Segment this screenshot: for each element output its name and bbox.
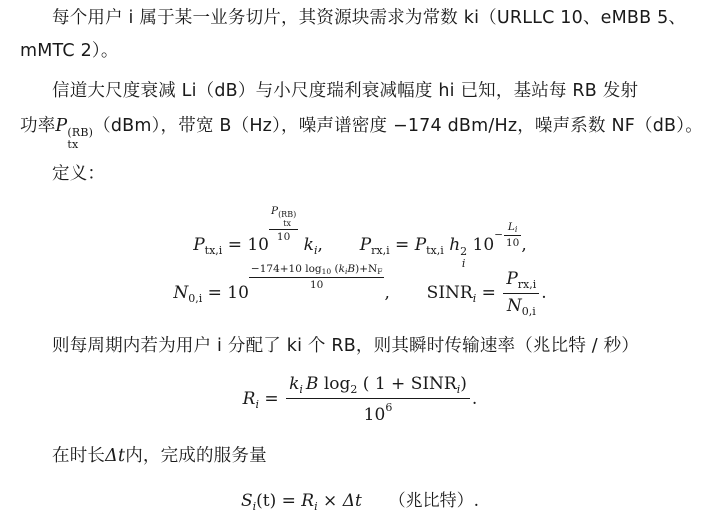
exponent-fraction: − $\frac{Li}{10}$ [494,221,520,249]
ptx-rb-symbol: P (RB) tx [55,116,94,151]
paragraph-line-suffix: （dBm），带宽 B（Hz），噪声谱密度 −174 dBm/Hz，噪声系数 NF（dB）。 [93,116,703,136]
paragraph-channel-cont [20,110,703,151]
paragraph-rate [20,330,720,363]
paragraph-channel [20,75,720,108]
equation-service: $S_i(t) = R_i \times \Delta t$ （兆比特）. [240,491,480,513]
equation-power: $P_{tx,i} = 10$ P (RB) tx 10 $k_i$, $P_{rx,i} = P_{tx,i}$ h 2 i 10 − $\frac{Li}{10}$ , [193,205,527,270]
rate-fraction: $\frac{k_i B \log_2 ( 1 + SINR_i)}{10^6}$ [286,374,470,425]
paragraph-line: 信道大尺度衰减 Li（dB）与小尺度瑞利衰减幅度 hi 已知，基站每 RB 发射 [52,81,639,101]
paragraph-definition-heading [20,158,720,191]
equation-noise-sinr: $N_{0,i} = 10$ $\frac{\text{−174+10 log10 (kiB)+NF}}{10}$ , $SINR_i$ = $\frac{P_{rx,i}}{N_{0,i}}$ . [173,263,547,318]
paragraph-slice-demand-cont [20,35,700,68]
definition-label: 定义： [52,164,106,184]
paragraph-slice-demand [20,2,720,35]
paragraph-line-prefix: 功率 [20,116,56,136]
paragraph-service: 在时长Δt内，完成的服务量 [52,446,267,466]
sinr-fraction: $\frac{P_{rx,i}}{N_{0,i}}$ [503,269,539,318]
paragraph-line: 每个用户 i 属于某一业务切片，其资源块需求为常数 ki（URLLC 10、eMBB 5、 [52,8,687,28]
exponent-fraction: P (RB) tx 10 [270,205,297,243]
paragraph-line: 则每周期内若为用户 i 分配了 ki 个 RB，则其瞬时传输速率（兆比特 / 秒） [52,336,640,356]
paragraph-line: mMTC 2）。 [20,41,119,61]
exponent-fraction: $\frac{\text{−174+10 log10 (kiB)+NF}}{10}$ [250,263,383,291]
equation-rate: $R_i$ = $\frac{k_i B \log_2 ( 1 + SINR_i)}{10^6}$ . [242,374,478,425]
delta-t-symbol: Δt [105,446,126,466]
